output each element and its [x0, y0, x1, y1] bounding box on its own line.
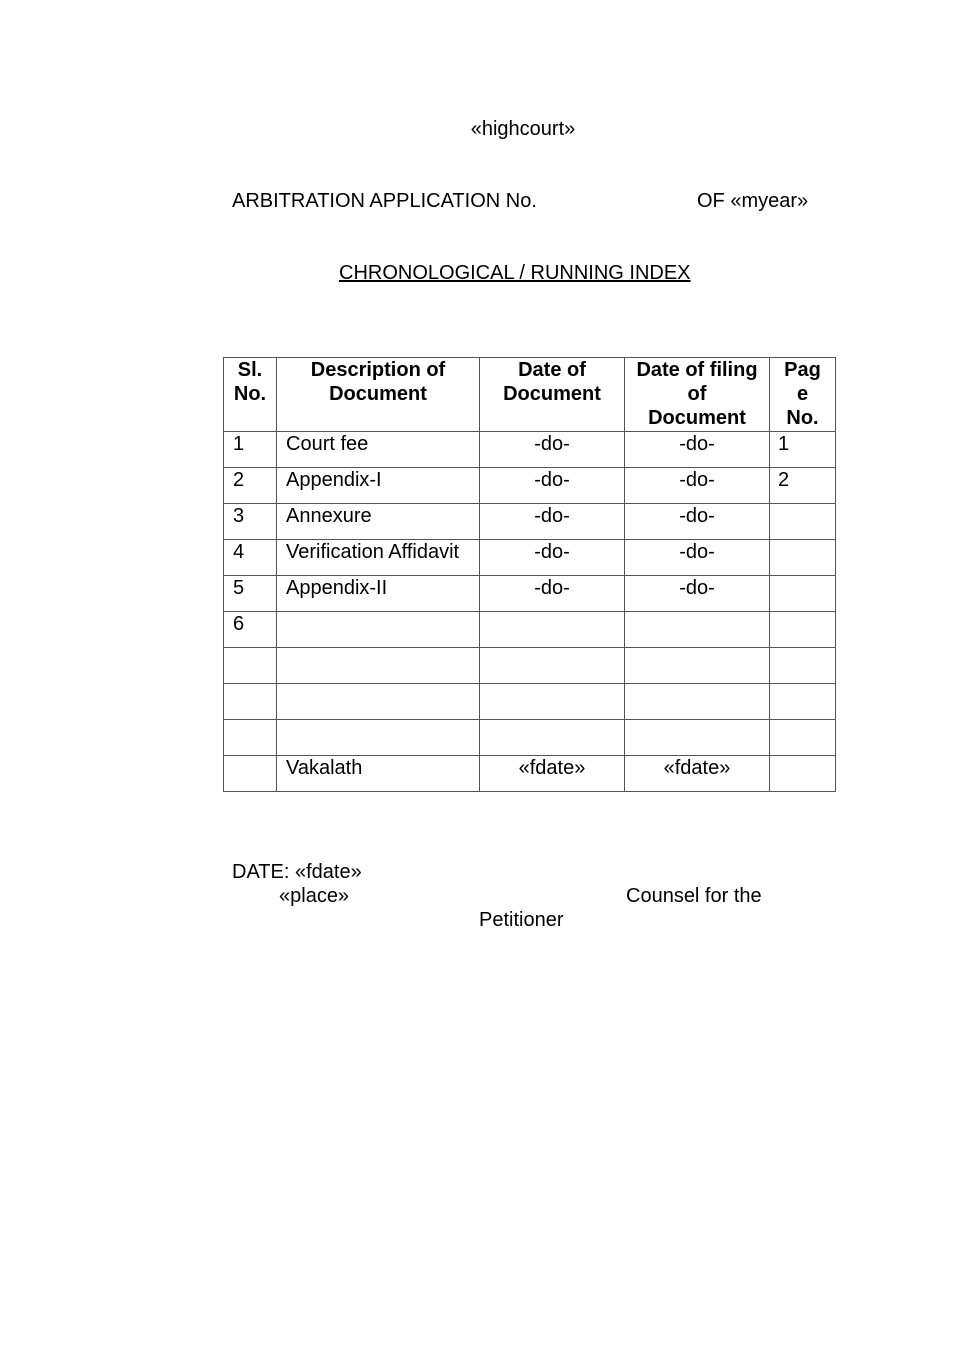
page-no-cell: 1 [770, 432, 836, 468]
column-header-description [277, 358, 480, 432]
description-cell: Vakalath [277, 756, 480, 792]
document-date-cell [480, 612, 625, 648]
document-date-cell [480, 720, 625, 756]
description-cell: Appendix-II [277, 576, 480, 612]
column-header-text: Pag [784, 359, 821, 381]
description-cell [277, 648, 480, 684]
sl-no-cell: 6 [224, 612, 277, 648]
sl-no-cell: 4 [224, 540, 277, 576]
filing-date-cell [625, 720, 770, 756]
description-cell [277, 720, 480, 756]
filing-date-cell: -do- [625, 468, 770, 504]
filing-date-cell: -do- [625, 540, 770, 576]
description-cell: Appendix-I [277, 468, 480, 504]
table-row [224, 432, 836, 468]
sl-no-cell: 2 [224, 468, 277, 504]
sl-no-cell [224, 756, 277, 792]
page-no-cell [770, 576, 836, 612]
description-cell: Annexure [277, 504, 480, 540]
document-date-cell: -do- [480, 432, 625, 468]
filing-date-cell [625, 612, 770, 648]
page-no-cell [770, 756, 836, 792]
filing-date-cell: -do- [625, 504, 770, 540]
table-row [224, 684, 836, 720]
column-header-text: Document [648, 407, 746, 429]
page-no-cell [770, 648, 836, 684]
document-date-cell [480, 684, 625, 720]
page-no-cell [770, 504, 836, 540]
page-no-cell [770, 684, 836, 720]
sl-no-cell: 5 [224, 576, 277, 612]
column-header-text: Description of [310, 359, 446, 381]
column-header-document-date [480, 358, 625, 432]
description-cell: Verification Affidavit [277, 540, 480, 576]
table-row [224, 612, 836, 648]
document-date-cell: -do- [480, 504, 625, 540]
table-row [224, 468, 836, 504]
column-header-filing-date [625, 358, 770, 432]
description-cell [277, 612, 480, 648]
sl-no-cell [224, 720, 277, 756]
description-cell: Court fee [277, 432, 480, 468]
filing-date-cell: -do- [625, 432, 770, 468]
footer-counsel: Counsel for the [626, 885, 762, 907]
column-header-text: Document [503, 383, 601, 405]
column-header-text: Sl. [237, 359, 263, 381]
column-header-text: Document [329, 383, 427, 405]
table-header-row [224, 358, 836, 432]
page-no-cell: 2 [770, 468, 836, 504]
filing-date-cell [625, 648, 770, 684]
column-header-text: No. [786, 407, 819, 429]
column-header-sl-no [224, 358, 277, 432]
document-date-cell: «fdate» [480, 756, 625, 792]
document-date-cell: -do- [480, 576, 625, 612]
index-table [223, 357, 836, 792]
column-header-text: No. [233, 383, 267, 405]
page-no-cell [770, 720, 836, 756]
court-name: «highcourt» [470, 118, 576, 140]
sl-no-cell: 3 [224, 504, 277, 540]
document-date-cell: -do- [480, 468, 625, 504]
filing-date-cell [625, 684, 770, 720]
table-row [224, 720, 836, 756]
description-cell [277, 684, 480, 720]
column-header-text: Date of [518, 359, 586, 381]
table-row [224, 756, 836, 792]
footer-place: «place» [279, 885, 350, 907]
page-no-cell [770, 540, 836, 576]
filing-date-cell: «fdate» [625, 756, 770, 792]
sl-no-cell [224, 648, 277, 684]
index-title: CHRONOLOGICAL / RUNNING INDEX [339, 262, 691, 284]
sl-no-cell: 1 [224, 432, 277, 468]
application-number-label: ARBITRATION APPLICATION No. [232, 190, 537, 212]
application-year-label: OF «myear» [697, 190, 809, 212]
table-row [224, 648, 836, 684]
footer-date: DATE: «fdate» [232, 861, 362, 883]
sl-no-cell [224, 684, 277, 720]
document-date-cell [480, 648, 625, 684]
footer-petitioner: Petitioner [479, 909, 564, 931]
table-row [224, 504, 836, 540]
page-no-cell [770, 612, 836, 648]
table-row [224, 576, 836, 612]
column-header-text: of [687, 383, 707, 405]
column-header-text: e [796, 383, 809, 405]
document-date-cell: -do- [480, 540, 625, 576]
column-header-text: Date of filing [636, 359, 758, 381]
column-header-page-no [770, 358, 836, 432]
filing-date-cell: -do- [625, 576, 770, 612]
table-row [224, 540, 836, 576]
